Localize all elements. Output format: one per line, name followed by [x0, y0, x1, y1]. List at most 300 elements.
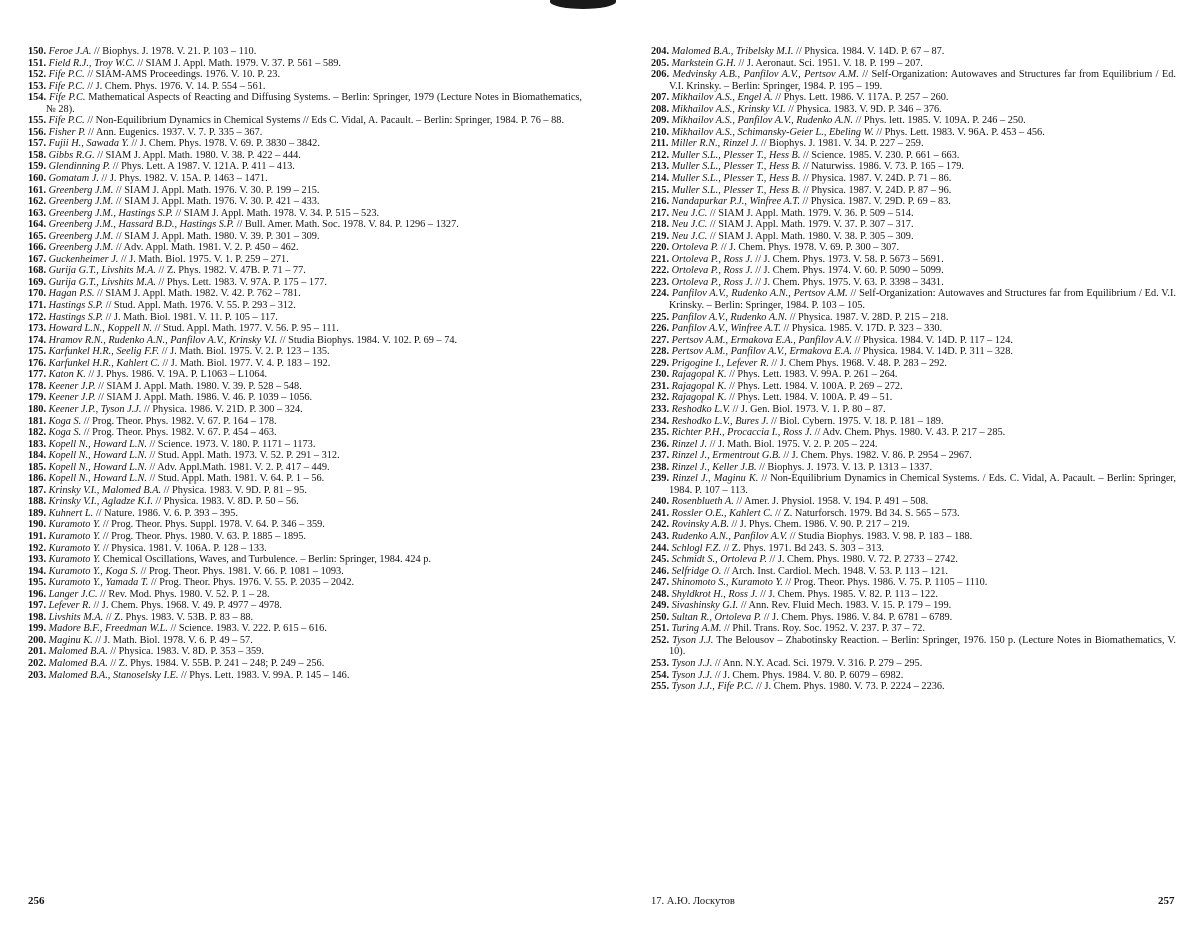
reference-entry	[651, 58, 1176, 70]
reference-number: 197.	[28, 600, 47, 612]
reference-details: // SIAM J. Appl. Math. 1978. V. 34. P. 515 – 523.	[172, 207, 380, 219]
reference-authors: Gibbs R.G.	[48, 149, 95, 161]
reference-entry	[651, 381, 1176, 393]
reference-authors: Kuramoto Y.	[48, 554, 101, 566]
bibliography-list-right	[651, 46, 1176, 693]
reference-number: 251.	[651, 623, 670, 635]
reference-authors: Kopell N., Howard L.N.	[48, 450, 147, 462]
reference-authors: Livshits M.A.	[48, 611, 104, 623]
reference-authors: Richter P.H., Procaccia I., Ross J.	[671, 427, 813, 439]
reference-details: // J. Math. Biol. 1981. V. 11. P. 105 – 117.	[103, 311, 278, 323]
reference-details: // Bull. Amer. Math. Soc. 1978. V. 84. P. 1296 – 1327.	[234, 219, 459, 231]
reference-details: // J. Chem Phys. 1968. V. 48. P. 283 – 292.	[768, 357, 947, 369]
reference-number: 170.	[28, 288, 47, 300]
reference-entry	[651, 519, 1176, 531]
reference-authors: Krinsky V.I., Agladze K.I.	[48, 496, 153, 508]
reference-number: 187.	[28, 484, 47, 496]
reference-authors: Kuramoto Y., Yamada T.	[48, 577, 149, 589]
reference-details: // Phys. Lett. 1984. V. 100A. P. 49 – 51.	[726, 392, 893, 404]
reference-number: 210.	[651, 126, 670, 138]
reference-authors: Glendinning P.	[48, 161, 111, 173]
reference-authors: Tyson J.J.	[671, 669, 713, 681]
reference-number: 196.	[28, 588, 47, 600]
reference-authors: Shyldkrot H., Ross J.	[671, 588, 758, 600]
reference-details: // Stud. Appl. Math. 1977. V. 56. P. 95 – 111.	[152, 323, 339, 335]
reference-number: 189.	[28, 507, 47, 519]
reference-number: 166.	[28, 242, 47, 254]
reference-entry	[651, 531, 1176, 543]
reference-entry	[28, 543, 582, 555]
reference-details: // Prog. Theor. Phys. 1982. V. 67. P. 164 – 178.	[81, 415, 277, 427]
reference-number: 226.	[651, 323, 670, 335]
reference-entry	[651, 473, 1176, 496]
reference-entry	[651, 173, 1176, 185]
reference-authors: Greenberg J.M., Hassard B.D., Hastings S.P.	[48, 219, 235, 231]
reference-details: // Arch. Inst. Cardiol. Mech. 1948. V. 53. P. 113 – 121.	[721, 565, 949, 577]
reference-entry	[28, 623, 582, 635]
reference-authors: Rossler O.E., Kahlert C.	[671, 507, 773, 519]
left-page	[28, 46, 582, 681]
reference-authors: Krinsky V.I., Malomed B.A.	[48, 484, 162, 496]
reference-entry	[28, 335, 582, 347]
reference-details: // Science. 1983. V. 222. P. 615 – 616.	[167, 623, 327, 635]
reference-number: 208.	[651, 103, 670, 115]
reference-authors: Rovinsky A.B.	[671, 519, 729, 531]
reference-authors: Hagan P.S.	[48, 288, 95, 300]
reference-entry	[651, 577, 1176, 589]
reference-authors: Schlogl F.Z.	[671, 542, 721, 554]
reference-number: 245.	[651, 554, 670, 566]
reference-authors: Mikhailov A.S., Schimansky-Geier L., Ebeling W.	[671, 126, 874, 138]
reference-details: // Physica. 1984. V. 14D. P. 67 – 87.	[793, 46, 945, 57]
reference-details: // J. Chem. Phys. 1968. V. 49. P. 4977 – 4978.	[90, 600, 282, 612]
reference-entry	[651, 462, 1176, 474]
reference-number: 220.	[651, 242, 670, 254]
reference-number: 160.	[28, 173, 47, 185]
reference-details: // Biophys. J. 1978. V. 21. P. 103 – 110.	[91, 46, 257, 57]
reference-entry	[651, 681, 1176, 693]
reference-number: 235.	[651, 427, 670, 439]
reference-number: 225.	[651, 311, 670, 323]
bibliography-list-left	[28, 46, 582, 681]
reference-authors: Prigogine I., Lefever R.	[671, 357, 769, 369]
reference-entry	[651, 92, 1176, 104]
reference-authors: Neu J.C.	[671, 207, 708, 219]
reference-authors: Gomatam J.	[48, 173, 99, 185]
reference-authors: Katon K.	[48, 369, 86, 381]
reference-details: // Phys. Lett. 1983. V. 99A. P. 261 – 264.	[726, 369, 898, 381]
reference-authors: Miller R.N., Rinzel J.	[671, 138, 759, 150]
reference-number: 175.	[28, 346, 47, 358]
reference-number: 173.	[28, 323, 47, 335]
reference-number: 242.	[651, 519, 670, 531]
reference-number: 218.	[651, 219, 670, 231]
reference-details: // J. Chem. Phys. 1984. V. 80. P. 6079 – 6982.	[712, 669, 904, 681]
reference-number: 209.	[651, 115, 670, 127]
reference-entry	[28, 277, 582, 289]
reference-details: // Physica. 1981. V. 106A. P. 128 – 133.	[100, 542, 267, 554]
reference-authors: Greenberg J.M.	[48, 242, 114, 254]
reference-number: 186.	[28, 473, 47, 485]
reference-authors: Maginu K.	[48, 634, 93, 646]
reference-entry	[28, 242, 582, 254]
reference-details: // Prog. Theor. Phys. 1981. V. 66. P. 1081 – 1093.	[138, 565, 344, 577]
reference-details: // Phys. Lett. 1983. V. 99A. P. 145 – 146.	[178, 669, 350, 681]
reference-details: // J. Chem. Phys. 1986. V. 84. P. 6781 – 6789.	[761, 611, 953, 623]
reference-number: 168.	[28, 265, 47, 277]
reference-entry	[651, 231, 1176, 243]
reference-entry	[28, 138, 582, 150]
reference-number: 212.	[651, 149, 670, 161]
reference-authors: Keener J.P.	[48, 380, 96, 392]
reference-number: 179.	[28, 392, 47, 404]
reference-number: 154.	[28, 92, 47, 104]
reference-entry	[651, 346, 1176, 358]
reference-details: // SIAM J. Appl. Math. 1979. V. 37. P. 561 – 589.	[134, 57, 341, 69]
reference-details: // Phys. Lett. 1986. V. 117A. P. 257 – 260.	[772, 92, 949, 104]
reference-entry	[651, 150, 1176, 162]
reference-authors: Kuramoto Y.	[48, 519, 101, 531]
reference-details: // SIAM J. Appl. Math. 1979. V. 36. P. 509 – 514.	[707, 207, 914, 219]
reference-number: 204.	[651, 46, 670, 57]
reference-details: // J. Math. Biol. 1975. V. 2. P. 123 – 135.	[159, 346, 330, 358]
reference-entry	[651, 196, 1176, 208]
reference-authors: Rudenko A.N., Panfilov A.V.	[671, 530, 788, 542]
scan-artifact-mark	[550, 0, 616, 9]
reference-number: 151.	[28, 57, 47, 69]
reference-number: 176.	[28, 357, 47, 369]
reference-entry	[651, 254, 1176, 266]
reference-number: 167.	[28, 253, 47, 265]
reference-number: 184.	[28, 450, 47, 462]
reference-number: 255.	[651, 681, 670, 693]
reference-authors: Neu J.C.	[671, 219, 708, 231]
reference-entry	[28, 496, 582, 508]
reference-number: 181.	[28, 415, 47, 427]
reference-entry	[28, 300, 582, 312]
reference-number: 190.	[28, 519, 47, 531]
reference-authors: Rajagopal K.	[671, 392, 727, 404]
reference-authors: Kopell N., Howard L.N.	[48, 461, 147, 473]
reference-entry	[28, 473, 582, 485]
reference-details: // Prog. Theor. Phys. 1980. V. 63. P. 1885 – 1895.	[100, 530, 306, 542]
reference-authors: Ortoleva P., Ross J.	[671, 253, 753, 265]
reference-number: 229.	[651, 357, 670, 369]
reference-entry	[651, 670, 1176, 682]
reference-number: 188.	[28, 496, 47, 508]
reference-details: // Phys. Lett. A 1987. V. 121A. P. 411 – 413.	[110, 161, 295, 173]
reference-authors: Keener J.P., Tyson J.J.	[48, 403, 142, 415]
reference-authors: Muller S.L., Plesser T., Hess B.	[671, 173, 801, 185]
reference-authors: Rinzel J., Keller J.B.	[671, 461, 757, 473]
reference-entry	[28, 612, 582, 624]
reference-authors: Fife P.C.	[48, 69, 85, 81]
right-page	[651, 46, 1176, 693]
reference-details: // Z. Phys. 1971. Bd 243. S. 303 – 313.	[720, 542, 884, 554]
reference-entry	[651, 508, 1176, 520]
reference-authors: Neu J.C.	[671, 230, 708, 242]
reference-authors: Kopell N., Howard L.N.	[48, 473, 147, 485]
reference-number: 171.	[28, 300, 47, 312]
reference-details: // Biophys. J. 1981. V. 34. P. 227 – 259.	[758, 138, 924, 150]
reference-authors: Tyson J.J., Fife P.C.	[671, 681, 754, 693]
reference-details: // J. Phys. 1986. V. 19A. P. L1063 – L1064.	[85, 369, 268, 381]
reference-details: Mathematical Aspects of Reacting and Diffusing Systems. – Berlin: Springer, 1979 (Lecture Notes in Biomathematics, № 28).	[46, 92, 582, 115]
reference-authors: Fife P.C.	[48, 92, 86, 104]
reference-entry	[651, 219, 1176, 231]
reference-entry	[28, 381, 582, 393]
reference-authors: Selfridge O.	[671, 565, 722, 577]
reference-entry	[651, 392, 1176, 404]
page-number-right: 257	[1158, 895, 1175, 907]
reference-number: 202.	[28, 657, 47, 669]
reference-details: // J. Phys. Chem. 1986. V. 90. P. 217 – 219.	[728, 519, 910, 531]
reference-details: // SIAM J. Appl. Math. 1976. V. 30. P. 421 – 433.	[113, 196, 320, 208]
reference-number: 199.	[28, 623, 47, 635]
reference-entry	[651, 623, 1176, 635]
reference-entry	[28, 508, 582, 520]
reference-entry	[28, 566, 582, 578]
reference-authors: Muller S.L., Plesser T., Hess B.	[671, 161, 801, 173]
reference-number: 157.	[28, 138, 47, 150]
reference-number: 207.	[651, 92, 670, 104]
reference-details: // Physica. 1984. V. 14D. P. 311 – 328.	[852, 346, 1013, 358]
reference-number: 172.	[28, 311, 47, 323]
reference-entry	[28, 358, 582, 370]
reference-details: // J. Phys. 1982. V. 15A. P. 1463 – 1471.	[98, 173, 268, 185]
reference-details: // SIAM J. Appl. Math. 1980. V. 39. P. 528 – 548.	[95, 380, 302, 392]
reference-entry	[651, 416, 1176, 428]
reference-authors: Greenberg J.M.	[48, 196, 114, 208]
reference-entry	[651, 323, 1176, 335]
reference-details: // J. Chem. Phys. 1980. V. 73. P. 2224 – 2236.	[753, 681, 945, 693]
reference-authors: Malomed B.A., Tribelsky M.I.	[671, 46, 794, 57]
reference-number: 169.	[28, 276, 47, 288]
reference-details: // Prog. Theor. Phys. 1976. V. 55. P. 2035 – 2042.	[148, 577, 355, 589]
reference-authors: Reshodko L.V., Bures J.	[671, 415, 769, 427]
reference-number: 191.	[28, 530, 47, 542]
reference-entry	[651, 127, 1176, 139]
reference-details: // Biol. Cybern. 1975. V. 18. P. 181 – 189.	[768, 415, 944, 427]
reference-authors: Hramov R.N., Rudenko A.N., Panfilov A.V., Krinsky V.I.	[48, 334, 278, 346]
reference-number: 250.	[651, 611, 670, 623]
reference-authors: Panfilov A.V., Rudenko A.N.	[671, 311, 788, 323]
reference-entry	[651, 496, 1176, 508]
reference-authors: Fisher P.	[48, 126, 86, 138]
reference-entry	[651, 566, 1176, 578]
reference-number: 249.	[651, 600, 670, 612]
reference-details: // Z. Phys. 1983. V. 53B. P. 83 – 88.	[103, 611, 254, 623]
reference-details: // Physica. 1985. V. 17D. P. 323 – 330.	[780, 323, 943, 335]
reference-entry	[651, 589, 1176, 601]
reference-number: 243.	[651, 530, 670, 542]
reference-details: // Adv. Appl. Math. 1981. V. 2. P. 450 – 462.	[113, 242, 299, 254]
reference-details: // Self-Organization: Autowaves and Structures far from Equilibrium / Ed. V.I. Krinsky. – Berlin: Springer, 1984. P. 103 – 105.	[669, 288, 1176, 312]
reference-number: 192.	[28, 542, 47, 554]
reference-number: 161.	[28, 184, 47, 196]
reference-entry	[28, 577, 582, 589]
reference-entry	[651, 242, 1176, 254]
reference-entry	[28, 531, 582, 543]
reference-details: // Self-Organization: Autowaves and Structures far from Equilibrium / Ed. V.I. Krinsky. – Berlin: Springer, 1984. P. 195 – 199.	[669, 69, 1176, 92]
reference-authors: Schmidt S., Ortoleva P.	[671, 554, 767, 566]
reference-number: 253.	[651, 657, 670, 669]
reference-authors: Rinzel J., Maginu K.	[672, 473, 759, 485]
reference-entry	[28, 670, 582, 682]
reference-entry	[651, 265, 1176, 277]
reference-authors: Panfilov A.V., Winfree A.T.	[671, 323, 781, 335]
reference-details: // Phys. Lett. 1983. V. 97A. P. 175 – 177.	[155, 276, 327, 288]
reference-authors: Karfunkel H.R., Kahlert C.	[48, 357, 160, 369]
reference-number: 203.	[28, 669, 47, 681]
reference-details: // Physica. 1987. V. 24D. P. 87 – 96.	[800, 184, 952, 196]
reference-number: 178.	[28, 380, 47, 392]
reference-entry	[28, 427, 582, 439]
reference-details: // Physica. 1983. V. 8D. P. 353 – 359.	[107, 646, 264, 658]
reference-details: // J. Math. Biol. 1977. V. 4. P. 183 – 192.	[159, 357, 331, 369]
reference-entry	[651, 288, 1176, 311]
reference-details: // J. Chem. Phys. 1973. V. 58. P. 5673 – 5691.	[752, 253, 944, 265]
reference-authors: Rosenblueth A.	[671, 496, 734, 508]
reference-authors: Gurija G.T., Livshits M.A.	[48, 265, 156, 277]
reference-authors: Greenberg J.M.	[48, 230, 114, 242]
reference-authors: Malomed B.A.	[48, 657, 108, 669]
reference-entry	[651, 104, 1176, 116]
reference-entry	[651, 600, 1176, 612]
reference-number: 150.	[28, 46, 47, 57]
reference-authors: Greenberg J.M., Hastings S.P.	[48, 207, 173, 219]
reference-number: 174.	[28, 334, 47, 346]
reference-entry	[28, 450, 582, 462]
reference-details: // Studia Biophys. 1983. V. 98. P. 183 – 188.	[787, 530, 973, 542]
reference-entry	[28, 58, 582, 70]
reference-number: 200.	[28, 634, 47, 646]
reference-number: 213.	[651, 161, 670, 173]
reference-details: // Phys. Lett. 1984. V. 100A. P. 269 – 272.	[726, 380, 903, 392]
reference-details: // Phys. Lett. 1983. V. 96A. P. 453 – 456.	[873, 126, 1045, 138]
reference-details: // Ann. Rev. Fluid Mech. 1983. V. 15. P. 179 – 199.	[738, 600, 952, 612]
reference-entry	[28, 312, 582, 324]
reference-number: 182.	[28, 427, 47, 439]
reference-number: 237.	[651, 450, 670, 462]
reference-details: // Physica. 1986. V. 21D. P. 300 – 324.	[141, 403, 303, 415]
reference-number: 240.	[651, 496, 670, 508]
reference-details: // J. Chem. Phys. 1976. V. 14. P. 554 – 561.	[84, 80, 266, 92]
reference-details: // J. Chem. Phys. 1980. V. 72. P. 2733 – 2742.	[766, 554, 958, 566]
reference-authors: Rinzel J.	[671, 438, 708, 450]
reference-authors: Rajagopal K.	[671, 380, 727, 392]
reference-entry	[28, 439, 582, 451]
reference-authors: Kuramoto Y., Koga S.	[48, 565, 139, 577]
reference-authors: Malomed B.A.	[48, 646, 108, 658]
reference-authors: Lefever R.	[48, 600, 91, 612]
reference-entry	[651, 69, 1176, 92]
reference-details: // J. Math. Biol. 1978. V. 6. P. 49 – 57.	[92, 634, 253, 646]
reference-authors: Kuramoto Y.	[48, 542, 101, 554]
reference-authors: Mikhailov A.S., Engel A.	[671, 92, 773, 104]
reference-entry	[651, 115, 1176, 127]
reference-number: 248.	[651, 588, 670, 600]
reference-entry	[651, 404, 1176, 416]
reference-entry	[28, 219, 582, 231]
reference-details: // Non-Equilibrium Dynamics in Chemical Systems. / Eds. C. Vidal, A. Pacault. – Berlin: Springer, 1984. P. 107 – 113.	[669, 473, 1177, 496]
reference-entry	[28, 231, 582, 243]
reference-details: // Physica. 1983. V. 9D. P. 81 – 95.	[161, 484, 307, 496]
reference-authors: Reshodko L.V.	[671, 403, 731, 415]
reference-details: // Z. Naturforsch. 1979. Bd 34. S. 565 – 573.	[772, 507, 960, 519]
reference-authors: Koga S.	[48, 427, 82, 439]
reference-authors: Kopell N., Howard L.N.	[48, 438, 147, 450]
reference-details: // J. Chem. Phys. 1982. V. 86. P. 2954 – 2967.	[780, 450, 972, 462]
reference-authors: Tyson J.J.	[671, 657, 713, 669]
reference-details: // Physica. 1987. V. 24D. P. 71 – 86.	[800, 173, 952, 185]
reference-entry	[28, 658, 582, 670]
reference-number: 231.	[651, 380, 670, 392]
reference-details: // J. Chem. Phys. 1975. V. 63. P. 3398 – 3431.	[752, 276, 944, 288]
reference-entry	[651, 369, 1176, 381]
reference-authors: Greenberg J.M.	[48, 184, 114, 196]
reference-number: 215.	[651, 184, 670, 196]
reference-entry	[28, 416, 582, 428]
reference-authors: Hastings S.P.	[48, 300, 104, 312]
reference-entry	[28, 196, 582, 208]
reference-entry	[28, 589, 582, 601]
reference-entry	[28, 346, 582, 358]
reference-authors: Rinzel J., Ermentrout G.B.	[671, 450, 781, 462]
reference-authors: Kuhnert L.	[48, 507, 94, 519]
reference-details: The Belousov – Zhabotinsky Reaction. – Berlin: Springer, 1976. 150 p. (Lecture Notes in Biomathematics, V. 10).	[669, 634, 1177, 658]
reference-authors: Rajagopal K.	[671, 369, 727, 381]
reference-entry	[651, 635, 1176, 658]
reference-entry	[651, 450, 1176, 462]
reference-authors: Markstein G.H.	[671, 57, 736, 69]
reference-details: // Z. Phys. 1982. V. 47B. P. 71 – 77.	[155, 265, 306, 277]
reference-details: // Science. 1985. V. 230. P. 661 – 663.	[800, 149, 960, 161]
reference-authors: Langer J.C.	[48, 588, 98, 600]
reference-details: // Z. Phys. 1984. V. 55B. P. 241 – 248; P. 249 – 256.	[107, 657, 325, 669]
reference-entry	[28, 46, 582, 58]
reference-number: 234.	[651, 415, 670, 427]
reference-number: 246.	[651, 565, 670, 577]
reference-authors: Panfilov A.V., Rudenko A.N., Pertsov A.M.	[671, 288, 848, 300]
reference-details: // SIAM J. Appl. Math. 1980. V. 39. P. 301 – 309.	[113, 230, 320, 242]
reference-number: 164.	[28, 219, 47, 231]
reference-authors: Muller S.L., Plesser T., Hess B.	[671, 184, 801, 196]
reference-authors: Madore B.F., Freedman W.L.	[48, 623, 168, 635]
reference-entry	[28, 369, 582, 381]
reference-entry	[28, 127, 582, 139]
reference-entry	[28, 69, 582, 81]
reference-entry	[651, 208, 1176, 220]
reference-number: 194.	[28, 565, 47, 577]
reference-authors: Pertsov A.M., Ermakova E.A., Panfilov A.V.	[671, 334, 853, 346]
reference-authors: Howard L.N., Koppell N.	[48, 323, 153, 335]
reference-number: 252.	[651, 634, 670, 646]
reference-number: 155.	[28, 115, 47, 127]
reference-details: // Adv. Appl.Math. 1981. V. 2. P. 417 – 449.	[146, 461, 330, 473]
reference-details: // J. Gen. Biol. 1973. V. 1. P. 80 – 87.	[730, 403, 886, 415]
reference-authors: Feroe J.A.	[48, 46, 92, 57]
reference-details: Chemical Oscillations, Waves, and Turbulence. – Berlin: Springer, 1984. 424 p.	[100, 554, 431, 566]
reference-entry	[28, 265, 582, 277]
reference-details: // J. Chem. Phys. 1974. V. 60. P. 5090 – 5099.	[752, 265, 944, 277]
reference-authors: Guckenheimer J.	[48, 253, 119, 265]
reference-authors: Tyson J.J.	[672, 634, 714, 646]
reference-entry	[28, 288, 582, 300]
reference-entry	[651, 612, 1176, 624]
reference-entry	[28, 81, 582, 93]
reference-details: // Non-Equilibrium Dynamics in Chemical Systems // Eds C. Vidal, A. Pacault. – Berlin: Springer, 1984. P. 76 – 88.	[84, 115, 565, 127]
